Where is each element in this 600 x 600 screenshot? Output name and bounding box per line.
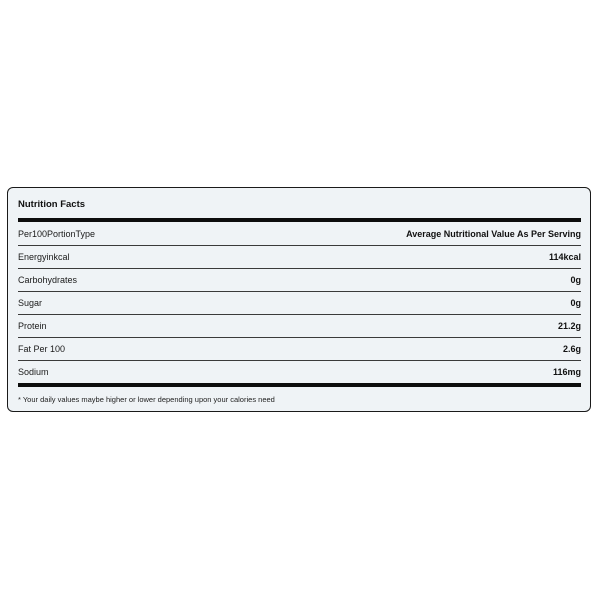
table-row-carbohydrates [18,269,581,292]
nutrition-facts-title: Nutrition Facts [18,199,86,210]
row-label: Carbohydrates [18,275,78,285]
table-row-sodium [18,361,581,383]
table-row-energy [18,246,581,269]
row-value: 0g [570,298,581,308]
table-row-fat [18,338,581,361]
row-label: Protein [18,321,47,331]
row-value: 114kcal [548,252,581,262]
row-value: 2.6g [562,344,581,354]
table-row-sugar [18,292,581,315]
header-label: Per100PortionType [18,228,96,239]
row-label: Energyinkcal [18,252,70,262]
row-value: 0g [570,275,581,285]
nutrition-facts-panel [7,187,591,412]
header-value: Average Nutritional Value As Per Serving [406,228,581,239]
table-header-row [18,222,581,246]
table-row-protein [18,315,581,338]
bottom-divider [18,383,581,387]
row-label: Sodium [18,367,49,377]
row-label: Fat Per 100 [18,344,66,354]
row-value: 116mg [552,367,581,377]
row-label: Sugar [18,298,43,308]
footnote: * Your daily values maybe higher or lower depending upon your calories need [18,395,275,404]
row-value: 21.2g [557,321,581,331]
